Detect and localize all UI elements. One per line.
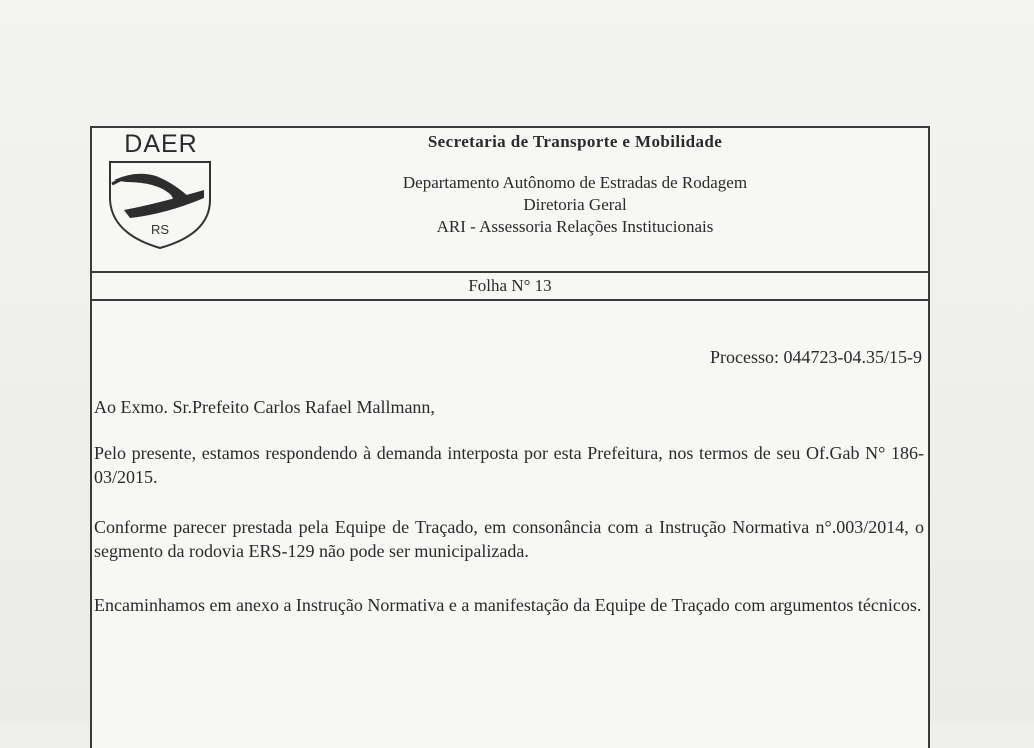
logo-text: DAER	[124, 130, 198, 158]
folha-number: Folha N° 13	[92, 273, 928, 301]
logo-sub: RS	[150, 222, 170, 237]
paragraph-2: Conforme parecer prestada pela Equipe de Traçado, em consonância com a Instrução Normativa n°.003/2014, o segmento da rodovia ERS-129 não pode ser municipalizada.	[94, 517, 924, 561]
paragraph-1: Pelo presente, estamos respondendo à demanda interposta por esta Prefeitura, nos termos de seu Of.Gab N° 186-03/2015.	[94, 443, 924, 487]
departamento-line: Departamento Autônomo de Estradas de Rodagem	[402, 173, 748, 192]
road-shield-icon	[106, 160, 216, 252]
daer-logo	[106, 130, 216, 248]
processo-number: Processo: 044723-04.35/15-9	[710, 347, 922, 367]
letterhead	[92, 128, 928, 273]
document-frame	[90, 126, 930, 748]
secretaria-title: Secretaria de Transporte e Mobilidade	[427, 132, 723, 151]
assessoria-line: ARI - Assessoria Relações Institucionais	[436, 217, 714, 236]
letterhead-text	[242, 132, 908, 238]
greeting: Ao Exmo. Sr.Prefeito Carlos Rafael Mallmann,	[94, 397, 435, 417]
diretoria-line: Diretoria Geral	[523, 195, 627, 214]
paragraph-3: Encaminhamos em anexo a Instrução Normativa e a manifestação da Equipe de Traçado com argumentos técnicos.	[94, 595, 922, 615]
